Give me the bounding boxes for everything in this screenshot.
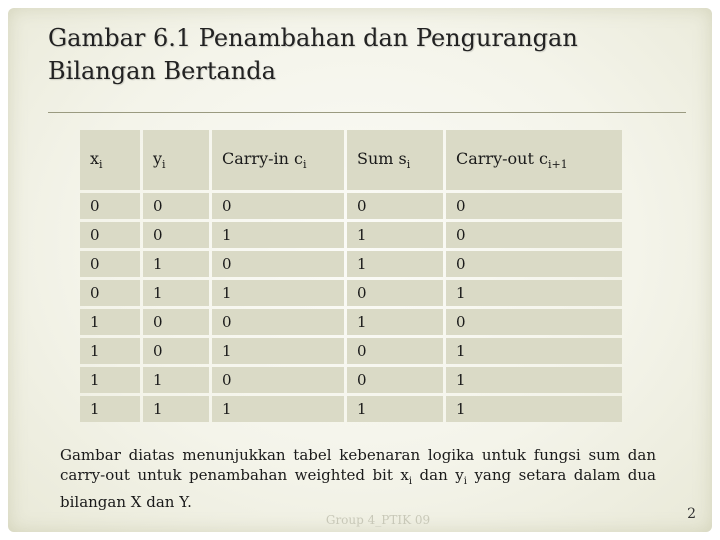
table-cell: 1	[212, 222, 344, 248]
table-cell: 0	[80, 193, 140, 219]
table-cell: 1	[80, 309, 140, 335]
table-cell: 0	[80, 280, 140, 306]
table-row	[80, 367, 622, 393]
title-divider	[48, 112, 686, 113]
table-header-row	[80, 130, 622, 190]
table-cell: 0	[212, 367, 344, 393]
table-cell: 0	[446, 222, 622, 248]
table-row	[80, 396, 622, 422]
header-yi: $y_i$	[143, 130, 209, 190]
table-cell: 1	[347, 251, 443, 277]
truth-table	[77, 127, 625, 425]
table-cell: 1	[80, 338, 140, 364]
table-cell: 1	[347, 222, 443, 248]
description-text: Gambar diatas menunjukkan tabel kebenaran logika untuk fungsi sum dan carry-out untuk penambahan weighted bit $x_i$ dan $y_i$ yang setara dalam dua bilangan X dan Y.	[60, 446, 656, 511]
table-cell: 1	[446, 367, 622, 393]
table-cell: 1	[212, 280, 344, 306]
table-cell: 0	[80, 222, 140, 248]
header-carry-in: Carry-in $c_i$	[212, 130, 344, 190]
table-cell: 0	[212, 309, 344, 335]
table-cell: 0	[347, 280, 443, 306]
table-cell: 0	[347, 338, 443, 364]
table-row	[80, 193, 622, 219]
slide-title: Gambar 6.1 Penambahan dan Pengurangan Bilangan Bertanda	[48, 24, 578, 85]
table-cell: 1	[80, 396, 140, 422]
table-cell: 1	[80, 367, 140, 393]
table-cell: 0	[143, 222, 209, 248]
header-carry-out: Carry-out $c_{i+1}$	[446, 130, 622, 190]
table-cell: 1	[446, 338, 622, 364]
table-row	[80, 280, 622, 306]
table-cell: 0	[446, 193, 622, 219]
table-row	[80, 251, 622, 277]
table-cell: 0	[212, 251, 344, 277]
header-xi: $x_i$	[80, 130, 140, 190]
header-sum: Sum $s_i$	[347, 130, 443, 190]
table-cell: 1	[446, 280, 622, 306]
page-number: 2	[687, 506, 696, 522]
slide	[8, 8, 712, 532]
table-cell: 0	[143, 309, 209, 335]
table-cell: 1	[212, 396, 344, 422]
table-cell: 0	[143, 338, 209, 364]
footer-text: Group 4_PTIK 09	[325, 513, 431, 527]
table-cell: 1	[347, 309, 443, 335]
table-cell: 1	[212, 338, 344, 364]
table-cell: 1	[446, 396, 622, 422]
table-cell: 0	[212, 193, 344, 219]
table-cell: 0	[347, 367, 443, 393]
table-row	[80, 338, 622, 364]
table-cell: 0	[143, 193, 209, 219]
table-cell: 1	[347, 396, 443, 422]
table-body	[80, 193, 622, 422]
table-cell: 0	[446, 251, 622, 277]
table-cell: 0	[347, 193, 443, 219]
table-cell: 1	[143, 280, 209, 306]
table-cell: 0	[446, 309, 622, 335]
table-row	[80, 222, 622, 248]
table-cell: 1	[143, 251, 209, 277]
table-cell: 0	[80, 251, 140, 277]
table-row	[80, 309, 622, 335]
table-cell: 1	[143, 396, 209, 422]
table-cell: 1	[143, 367, 209, 393]
